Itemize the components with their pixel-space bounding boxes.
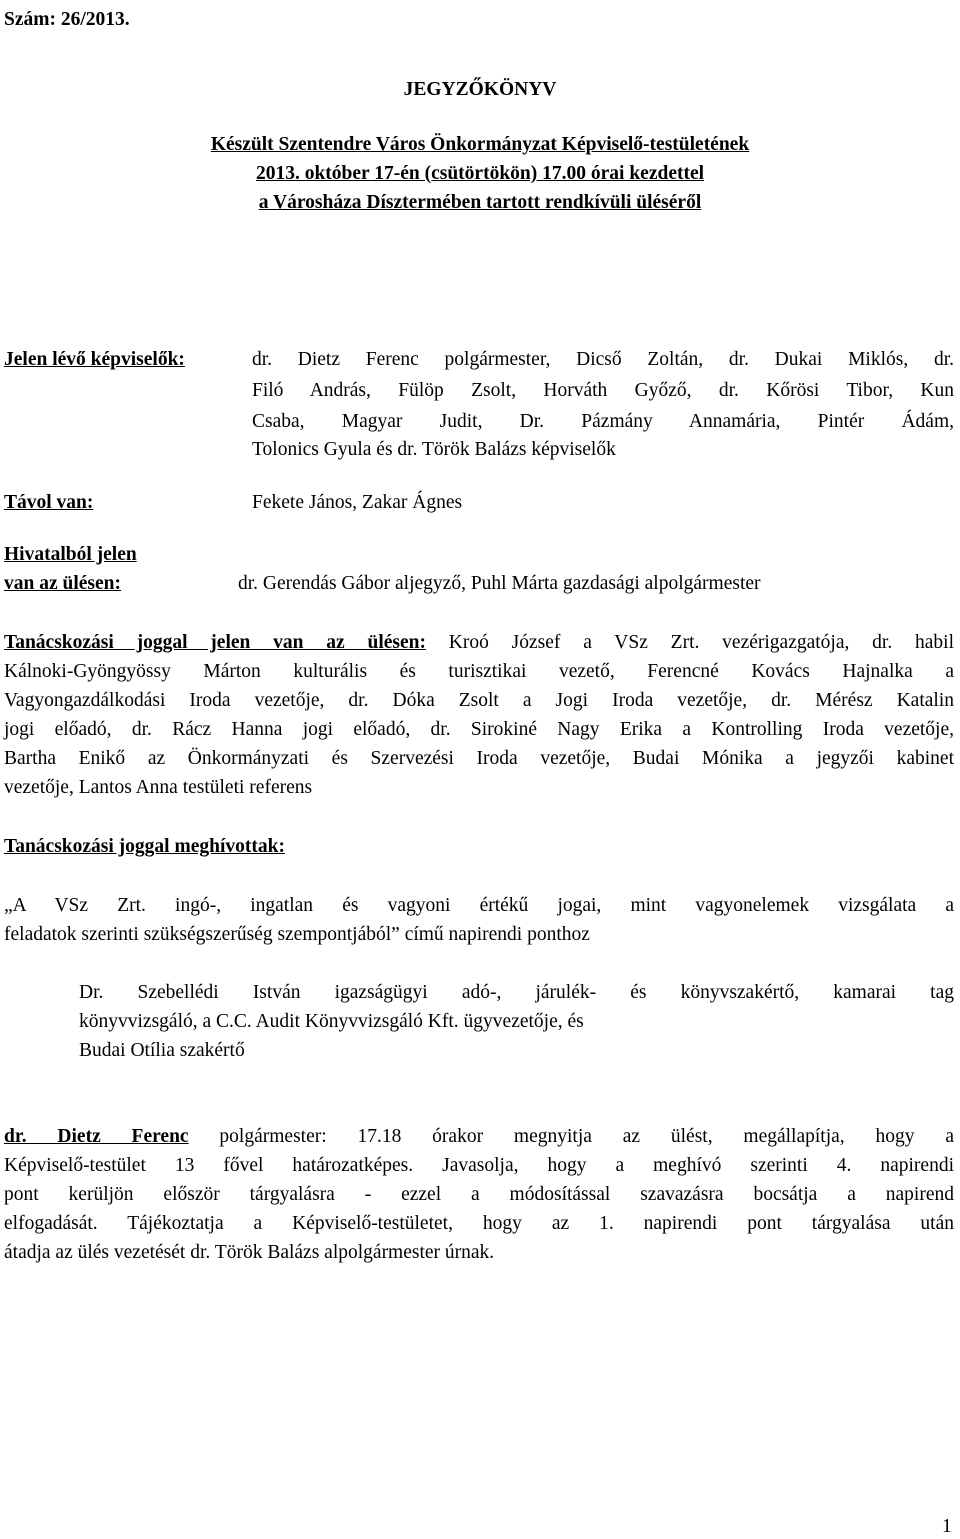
advisory-label: Tanácskozási joggal jelen van az ülésen: [4, 632, 427, 653]
subtitle-line-1: Készült Szentendre Város Önkormányzat Képviselő-testületének [210, 134, 750, 155]
advisory-line-5: Bartha Enikő az Önkormányzati és Szervezési Iroda vezetője, Budai Mónika a jegyzői kabinet [4, 748, 954, 769]
opening-line-3: pont kerüljön először tárgyalásra - ezzel a módosítással szavazásra bocsátja a napirend [4, 1184, 954, 1205]
invited-topic-line-1: „A VSz Zrt. ingó-, ingatlan és vagyoni értékű jogai, mint vagyonelemek vizsgálata a [4, 895, 954, 916]
present-line-1: dr. Dietz Ferenc polgármester, Dicső Zoltán, dr. Dukai Miklós, dr. [252, 349, 954, 370]
officials-value: dr. Gerendás Gábor aljegyző, Puhl Márta gazdasági alpolgármester [238, 573, 761, 594]
opening-line-1 [4, 1125, 954, 1149]
opening-line-2: Képviselő-testület 13 fővel határozatképes. Javasolja, hogy a meghívó szerinti 4. napirendi [4, 1155, 954, 1176]
document-number: Szám: 26/2013. [4, 9, 130, 30]
invited-person-line-1: Dr. Szebellédi István igazságügyi adó-, járulék- és könyvszakértő, kamarai tag [79, 982, 954, 1003]
absent-value: Fekete János, Zakar Ágnes [252, 492, 463, 513]
officials-label-2: van az ülésen: [4, 573, 121, 594]
advisory-line-4: jogi előadó, dr. Rácz Hanna jogi előadó, dr. Sirokiné Nagy Erika a Kontrolling Iroda vezetője, [4, 719, 954, 740]
present-line-2: Filó András, Fülöp Zsolt, Horváth Győző, dr. Kőrösi Tibor, Kun [252, 380, 954, 401]
advisory-line-3: Vagyongazdálkodási Iroda vezetője, dr. Dóka Zsolt a Jogi Iroda vezetője, dr. Mérész Katalin [4, 690, 954, 711]
present-line-4: Tolonics Gyula és dr. Török Balázs képviselők [252, 439, 616, 460]
advisory-line-1-text: Kroó József a VSz Zrt. vezérigazgatója, dr. habil [426, 632, 954, 653]
subtitle-line-2: 2013. október 17-én (csütörtökön) 17.00 órai kezdettel [255, 163, 705, 184]
officials-label-1: Hivatalból jelen [4, 544, 137, 565]
opening-line-4: elfogadását. Tájékoztatja a Képviselő-testületet, hogy az 1. napirendi pont tárgyalása után [4, 1213, 954, 1234]
invited-person-line-3: Budai Otília szakértő [79, 1040, 245, 1061]
invited-label: Tanácskozási joggal meghívottak: [4, 836, 285, 857]
advisory-line-2: Kálnoki-Gyöngyössy Márton kulturális és turisztikai vezető, Ferencné Kovács Hajnalka a [4, 661, 954, 682]
invited-person-line-2: könyvvizsgáló, a C.C. Audit Könyvvizsgáló Kft. ügyvezetője, és [79, 1011, 584, 1032]
advisory-line-6: vezetője, Lantos Anna testületi referens [4, 777, 313, 798]
present-label: Jelen lévő képviselők: [4, 349, 185, 370]
speaker-name: dr. Dietz Ferenc [4, 1126, 189, 1147]
page-number: 1 [942, 1516, 952, 1537]
advisory-line-1 [4, 631, 954, 655]
subtitle-line-3: a Városháza Dísztermében tartott rendkívüli üléséről [258, 192, 702, 213]
absent-label: Távol van: [4, 492, 94, 513]
document-title: JEGYZŐKÖNYV [403, 79, 557, 100]
opening-line-5: átadja az ülés vezetését dr. Török Balázs alpolgármester úrnak. [4, 1242, 495, 1263]
invited-topic-line-2: feladatok szerinti szükségszerűség szempontjából” című napirendi ponthoz [4, 924, 590, 945]
opening-line-1-text: polgármester: 17.18 órakor megnyitja az ülést, megállapítja, hogy a [188, 1126, 954, 1147]
present-line-3: Csaba, Magyar Judit, Dr. Pázmány Annamária, Pintér Ádám, [252, 411, 954, 432]
